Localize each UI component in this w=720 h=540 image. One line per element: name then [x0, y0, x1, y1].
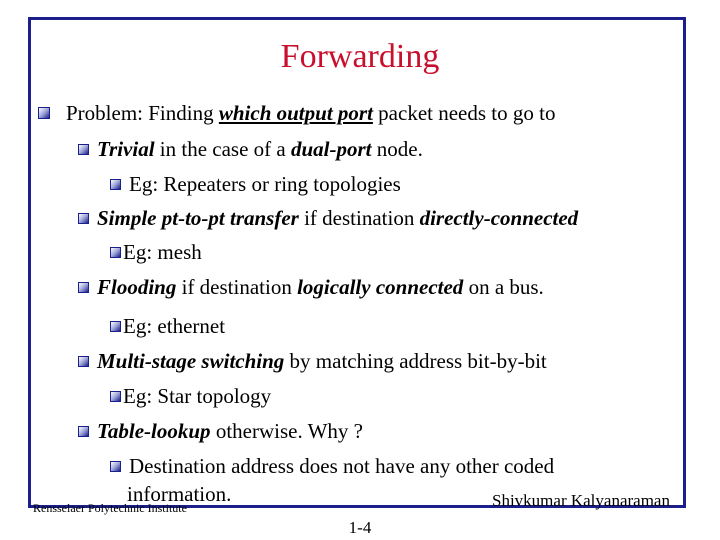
bullet-simple-transfer: Simple pt-to-pt transfer if destination directly-connected [78, 206, 578, 230]
checkbox-bullet-icon [78, 282, 89, 293]
footer-author: Shivkumar Kalyanaraman [492, 491, 670, 510]
bullet-trivial: Trivial in the case of a dual-port node. [78, 137, 423, 161]
checkbox-bullet-icon [110, 247, 121, 258]
bullet-table-lookup: Table-lookup otherwise. Why ? [78, 419, 363, 443]
bullet-destination-address: Destination address does not have any other coded [110, 454, 554, 478]
checkbox-bullet-icon [78, 426, 89, 437]
bullet-multistage: Multi-stage switching by matching address bit-by-bit [78, 349, 547, 373]
bullet-problem: Problem: Finding which output port packet needs to go to [38, 101, 555, 125]
bullet-eg-repeaters: Eg: Repeaters or ring topologies [110, 172, 401, 196]
bullet-eg-ethernet: Eg: ethernet [110, 314, 225, 338]
checkbox-bullet-icon [110, 179, 121, 190]
checkbox-bullet-icon [110, 461, 121, 472]
bullet-information-cont: information. [127, 482, 232, 506]
bullet-flooding: Flooding if destination logically connected on a bus. [78, 275, 544, 299]
slide-title: Forwarding [280, 38, 440, 75]
checkbox-bullet-icon [78, 356, 89, 367]
checkbox-bullet-icon [78, 213, 89, 224]
checkbox-bullet-icon [110, 321, 121, 332]
checkbox-bullet-icon [78, 144, 89, 155]
checkbox-bullet-icon [38, 107, 50, 119]
checkbox-bullet-icon [110, 391, 121, 402]
footer-institution: Rensselaer Polytechnic Institute [33, 501, 187, 515]
bullet-eg-star: Eg: Star topology [110, 384, 271, 408]
page-number: 1-4 [348, 518, 372, 537]
bullet-eg-mesh: Eg: mesh [110, 240, 202, 264]
